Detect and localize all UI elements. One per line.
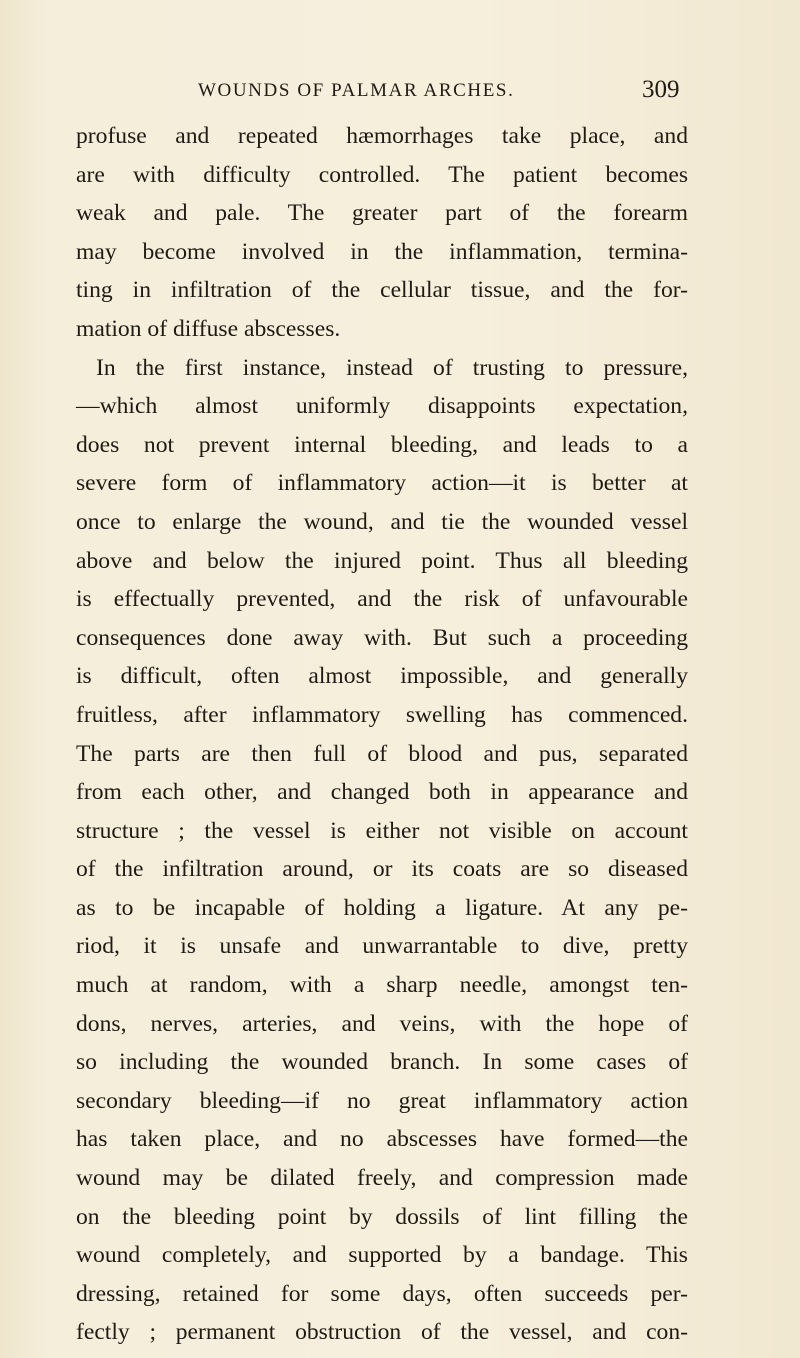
text-line: of the infiltration around, or its coats are so diseased — [76, 856, 688, 883]
text-line: riod, it is unsafe and unwarrantable to dive, pretty — [76, 933, 688, 960]
text-line: much at random, with a sharp needle, amongst ten- — [76, 972, 688, 999]
text-line: secondary bleeding—if no great inflammatory action — [76, 1087, 688, 1114]
text-line: ting in infiltration of the cellular tissue, and the for- — [76, 277, 688, 304]
text-line: fectly ; permanent obstruction of the vessel, and con- — [76, 1319, 688, 1346]
text-line: fruitless, after inflammatory swelling has commenced. — [76, 701, 688, 728]
text-line: consequences done away with. But such a proceeding — [76, 624, 688, 651]
running-head — [0, 76, 800, 106]
paragraph-start-line: In the first instance, instead of trusting to pressure, — [96, 354, 688, 381]
text-line: profuse and repeated hæmorrhages take place, and — [76, 123, 688, 149]
text-line: are with difficulty controlled. The patient becomes — [76, 161, 688, 188]
text-line: may become involved in the inflammation, termina- — [76, 238, 688, 265]
text-line: has taken place, and no abscesses have formed—the — [76, 1126, 688, 1153]
text-line: wound completely, and supported by a bandage. This — [76, 1242, 688, 1269]
text-line: from each other, and changed both in appearance and — [76, 779, 688, 806]
running-head-title: WOUNDS OF PALMAR ARCHES. — [198, 80, 515, 101]
text-line: so including the wounded branch. In some cases of — [76, 1049, 688, 1076]
text-line: dons, nerves, arteries, and veins, with the hope of — [76, 1010, 688, 1037]
text-line: weak and pale. The greater part of the forearm — [76, 200, 688, 227]
paragraph-end-line: mation of diffuse abscesses. — [76, 315, 341, 342]
text-line: dressing, retained for some days, often succeeds per- — [76, 1280, 688, 1307]
text-line: is difficult, often almost impossible, and generally — [76, 663, 688, 690]
text-line: as to be incapable of holding a ligature. At any pe- — [76, 894, 688, 921]
text-line: does not prevent internal bleeding, and leads to a — [76, 431, 688, 458]
text-line: above and below the injured point. Thus all bleeding — [76, 547, 688, 574]
text-line: once to enlarge the wound, and tie the wounded vessel — [76, 508, 688, 535]
text-line: severe form of inflammatory action—it is better at — [76, 470, 688, 497]
text-line: wound may be dilated freely, and compression made — [76, 1165, 688, 1192]
text-line: The parts are then full of blood and pus, separated — [76, 740, 688, 767]
page-number: 309 — [642, 76, 680, 103]
text-line: —which almost uniformly disappoints expectation, — [76, 393, 688, 420]
text-line: is effectually prevented, and the risk of unfavourable — [76, 586, 688, 613]
text-line: structure ; the vessel is either not visible on account — [76, 817, 688, 844]
body-text — [76, 117, 688, 1352]
text-line: on the bleeding point by dossils of lint filling the — [76, 1203, 688, 1230]
